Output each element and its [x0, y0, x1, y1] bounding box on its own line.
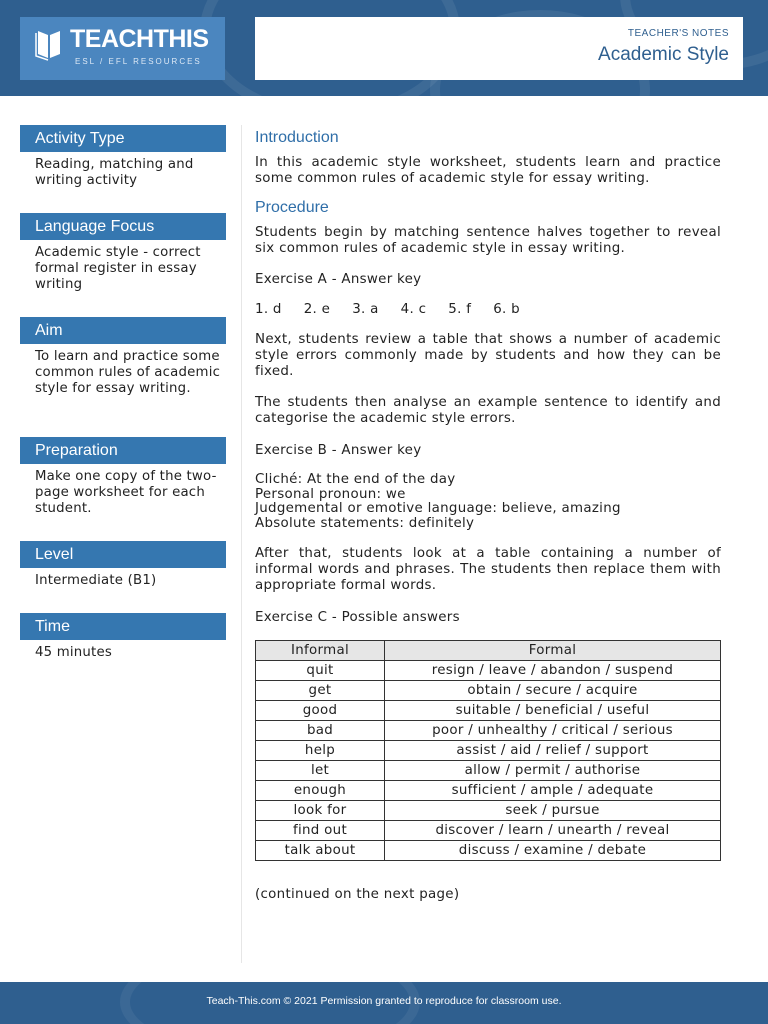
informal-word-cell: bad	[256, 721, 385, 741]
column-header: Informal	[256, 641, 385, 661]
table-row	[256, 661, 721, 681]
formal-words-table	[255, 640, 721, 861]
main-content	[255, 128, 721, 903]
title-box	[255, 17, 743, 80]
formal-words-cell: obtain / secure / acquire	[385, 681, 721, 701]
title-kicker: TEACHER'S NOTES	[627, 28, 729, 39]
section-heading: Time	[20, 613, 226, 640]
procedure-paragraph: The students then analyse an example sentence to identify and categorise the academic style errors.	[255, 395, 721, 426]
page-footer	[0, 982, 768, 1024]
sidebar-section-time	[20, 613, 226, 673]
section-text: To learn and practice some common rules of academic style for essay writing.	[35, 349, 221, 396]
procedure-heading: Procedure	[255, 199, 329, 216]
procedure-paragraph: Students begin by matching sentence halves together to reveal six common rules of academic style in essay writing.	[255, 225, 721, 256]
table-row	[256, 781, 721, 801]
exercise-a-label: Exercise A - Answer key	[255, 272, 422, 287]
formal-words-cell: poor / unhealthy / critical / serious	[385, 721, 721, 741]
table-row	[256, 701, 721, 721]
formal-words-cell: seek / pursue	[385, 801, 721, 821]
answer-item: 5. f	[448, 302, 472, 317]
exercise-a-answers	[255, 302, 721, 318]
section-text: 45 minutes	[35, 645, 112, 660]
exercise-b-line: Personal pronoun: we	[255, 486, 406, 502]
section-heading: Level	[20, 541, 226, 568]
table-row	[256, 821, 721, 841]
formal-words-cell: discuss / examine / debate	[385, 841, 721, 861]
column-header: Formal	[385, 641, 721, 661]
section-heading: Preparation	[20, 437, 226, 464]
column-divider	[241, 125, 242, 963]
introduction-heading: Introduction	[255, 129, 339, 146]
sidebar-section-level	[20, 541, 226, 613]
sidebar	[20, 125, 226, 673]
section-text: Reading, matching and writing activity	[35, 157, 194, 188]
exercise-b-line: Judgemental or emotive language: believe, amazing	[255, 501, 621, 516]
informal-word-cell: look for	[256, 801, 385, 821]
logo[interactable]	[20, 17, 225, 80]
informal-word-cell: good	[256, 701, 385, 721]
table-row	[256, 741, 721, 761]
informal-word-cell: quit	[256, 661, 385, 681]
formal-words-cell: resign / leave / abandon / suspend	[385, 661, 721, 681]
footer-copyright: Teach-This.com © 2021 Permission granted to reproduce for classroom use.	[206, 995, 562, 1007]
page-title: Academic Style	[598, 44, 729, 65]
sidebar-section-aim	[20, 317, 226, 437]
exercise-b-line: Cliché: At the end of the day	[255, 472, 456, 487]
section-heading: Activity Type	[20, 125, 226, 152]
informal-word-cell: talk about	[256, 841, 385, 861]
exercise-b-label: Exercise B - Answer key	[255, 443, 422, 458]
informal-word-cell: enough	[256, 781, 385, 801]
formal-words-cell: discover / learn / unearth / reveal	[385, 821, 721, 841]
informal-word-cell: get	[256, 681, 385, 701]
page-header	[0, 0, 768, 96]
table-row	[256, 681, 721, 701]
section-text: Academic style - correct formal register in essay writing	[35, 245, 201, 292]
informal-word-cell: help	[256, 741, 385, 761]
informal-word-cell: find out	[256, 821, 385, 841]
formal-words-cell: assist / aid / relief / support	[385, 741, 721, 761]
formal-words-cell: suitable / beneficial / useful	[385, 701, 721, 721]
answer-item: 4. c	[400, 302, 427, 317]
table-row	[256, 841, 721, 861]
answer-item: 1. d	[255, 302, 282, 317]
introduction-text: In this academic style worksheet, students learn and practice some common rules of academic style for essay writing.	[255, 155, 721, 186]
table-row	[256, 721, 721, 741]
procedure-paragraph: Next, students review a table that shows a number of academic style errors commonly made by students and how they can be fixed.	[255, 332, 721, 379]
formal-words-cell: allow / permit / authorise	[385, 761, 721, 781]
sidebar-section-language-focus	[20, 213, 226, 317]
section-heading: Language Focus	[20, 213, 226, 240]
section-text: Intermediate (B1)	[35, 573, 157, 588]
answer-item: 2. e	[303, 302, 331, 317]
book-icon	[34, 27, 64, 61]
continued-note: (continued on the next page)	[255, 887, 460, 902]
section-text: Make one copy of the two-page worksheet for each student.	[35, 469, 217, 516]
table-header-row	[256, 641, 721, 661]
table-row	[256, 761, 721, 781]
logo-name: TEACHTHIS	[70, 25, 209, 53]
answer-item: 6. b	[493, 302, 520, 317]
procedure-paragraph: After that, students look at a table containing a number of informal words and phrases. The students then replace them with appropriate formal words.	[255, 546, 721, 593]
sidebar-section-activity-type	[20, 125, 226, 213]
logo-tagline: ESL / EFL RESOURCES	[75, 57, 202, 66]
table-row	[256, 801, 721, 821]
answer-item: 3. a	[352, 302, 379, 317]
informal-word-cell: let	[256, 761, 385, 781]
section-heading: Aim	[20, 317, 226, 344]
exercise-c-label: Exercise C - Possible answers	[255, 610, 460, 625]
sidebar-section-preparation	[20, 437, 226, 541]
formal-words-cell: sufficient / ample / adequate	[385, 781, 721, 801]
exercise-b-line: Absolute statements: definitely	[255, 515, 475, 531]
